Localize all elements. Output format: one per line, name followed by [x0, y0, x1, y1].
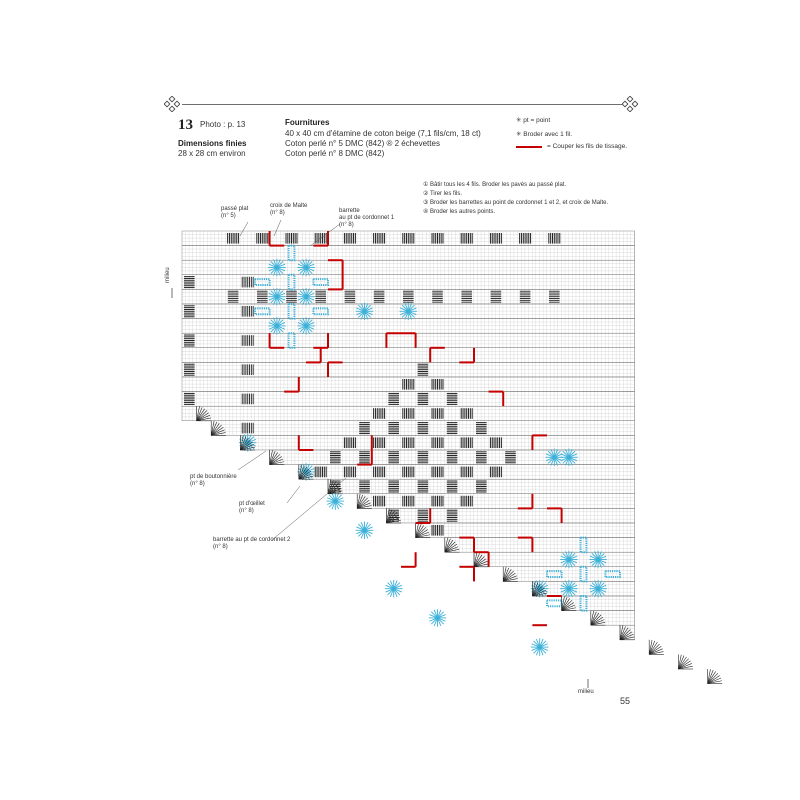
satin-block [403, 496, 414, 507]
satin-block [344, 233, 355, 244]
satin-block [359, 481, 370, 492]
eyelet-stitch [356, 303, 374, 321]
eyelet-stitch [400, 303, 418, 321]
satin-block [242, 306, 253, 317]
label-line: barrette [339, 208, 360, 214]
step-4: ④ Broder les autres points. [423, 209, 496, 215]
satin-block [374, 467, 385, 478]
satin-block [418, 481, 429, 492]
label-line: pt de boutonnière [190, 474, 237, 480]
satin-block [505, 452, 516, 463]
satin-block [184, 393, 195, 404]
satin-block [403, 291, 414, 302]
supply-line: 40 x 40 cm d'étamine de coton beige (7,1 fils/cm, 18 ct) [285, 129, 481, 138]
eyelet-stitch [531, 638, 549, 656]
legend-stitch: ✳ pt = point [516, 117, 551, 124]
supply-line: Coton perlé n° 8 DMC (842) [285, 149, 385, 158]
satin-block [286, 233, 297, 244]
eyelet-stitch [268, 288, 286, 306]
satin-block [374, 496, 385, 507]
satin-block [374, 437, 385, 448]
satin-block [388, 452, 399, 463]
satin-block [257, 233, 268, 244]
callout-line [238, 451, 266, 470]
satin-block [432, 496, 443, 507]
satin-block [359, 423, 370, 434]
satin-block [257, 291, 268, 302]
eyelet-stitch [268, 259, 286, 277]
step-3: ③ Broder les barrettes au point de cordonnet 1 et 2, et croix de Malte. [423, 200, 609, 206]
satin-block [184, 277, 195, 288]
satin-block [461, 496, 472, 507]
satin-block [184, 335, 195, 346]
legend-one-thread: ✳ Broder avec 1 fil. [516, 131, 573, 138]
satin-block [447, 510, 458, 521]
fabric-row [182, 348, 635, 363]
fabric-row [503, 567, 634, 582]
satin-block [242, 423, 253, 434]
fabric-row [182, 260, 635, 275]
buttonhole-stitch [649, 640, 664, 655]
satin-block [447, 481, 458, 492]
satin-block [184, 306, 195, 317]
eyelet-stitch [560, 551, 578, 569]
label-boutonniere [190, 474, 237, 488]
supplies-title: Fournitures [285, 118, 330, 127]
satin-block [490, 233, 501, 244]
pattern-number: 13 [178, 117, 193, 133]
fabric-row [474, 552, 635, 567]
eyelet-stitch [297, 259, 315, 277]
fabric-row [357, 494, 634, 509]
label-line: (n° 8) [270, 210, 285, 216]
satin-block [461, 437, 472, 448]
satin-block [461, 408, 472, 419]
satin-block [461, 291, 472, 302]
eyelet-stitch [589, 551, 607, 569]
eyelet-stitch [429, 609, 447, 627]
label-line: au pt de cordonnet 1 [339, 215, 395, 221]
satin-block [490, 467, 501, 478]
satin-block [242, 335, 253, 346]
satin-block [330, 452, 341, 463]
buttonhole-stitch [678, 654, 693, 669]
satin-block [476, 481, 487, 492]
label-milieu-bottom: milieu [578, 689, 594, 695]
eyelet-stitch [560, 580, 578, 598]
satin-block [447, 452, 458, 463]
fabric-row [182, 246, 635, 261]
dimensions-value: 28 x 28 cm environ [178, 149, 246, 158]
fabric-row [182, 319, 635, 334]
satin-block [432, 233, 443, 244]
label-milieu-side: milieu [165, 267, 171, 283]
legend-cut: = Couper les fils de tissage. [547, 143, 628, 150]
satin-block [432, 379, 443, 390]
satin-block [432, 291, 443, 302]
satin-block [242, 394, 253, 405]
satin-block [374, 233, 385, 244]
satin-block [447, 423, 458, 434]
satin-block [228, 291, 239, 302]
satin-block [345, 291, 356, 302]
eyelet-stitch [356, 522, 374, 540]
eyelet-stitch [589, 580, 607, 598]
satin-block [242, 277, 253, 288]
label-line: (n° 8) [190, 481, 205, 487]
satin-block [491, 291, 502, 302]
satin-block [432, 408, 443, 419]
photo-reference: Photo : p. 13 [200, 120, 246, 129]
satin-block [418, 452, 429, 463]
eyelet-stitch [327, 492, 345, 510]
satin-block [403, 379, 414, 390]
satin-block [432, 525, 443, 536]
label-line: (n° 8) [239, 508, 254, 514]
label-croix-malte [270, 203, 307, 217]
satin-block [228, 233, 239, 244]
satin-block [461, 467, 472, 478]
bar-stitch [547, 600, 562, 606]
label-line: (n° 8) [213, 544, 228, 550]
satin-block [403, 467, 414, 478]
satin-block [549, 291, 560, 302]
fabric-row [591, 611, 635, 626]
satin-block [476, 423, 487, 434]
label-line: barrette au pt de cordonnet 2 [213, 537, 291, 543]
satin-block [520, 291, 531, 302]
satin-block [184, 364, 195, 375]
label-passe-plat [221, 206, 248, 220]
satin-block [344, 437, 355, 448]
callout-line [287, 486, 300, 503]
label-line: passé plat [221, 206, 249, 212]
satin-block [403, 408, 414, 419]
label-barrette-1 [339, 208, 394, 229]
satin-block [374, 408, 385, 419]
satin-block [388, 393, 399, 404]
satin-block [549, 233, 560, 244]
satin-block [418, 423, 429, 434]
label-oeillet [239, 501, 265, 515]
satin-block [432, 437, 443, 448]
label-line: (n° 5) [221, 213, 236, 219]
satin-block [315, 291, 326, 302]
page-number: 55 [620, 696, 631, 706]
satin-block [418, 510, 429, 521]
satin-block [490, 437, 501, 448]
satin-block [403, 233, 414, 244]
satin-block [374, 291, 385, 302]
satin-block [286, 291, 297, 302]
label-line: croix de Malte [270, 203, 308, 209]
satin-block [476, 452, 487, 463]
eyelet-stitch [560, 449, 578, 467]
supply-line: Coton perlé n° 5 DMC (842) ® 2 échevettes [285, 139, 440, 148]
buttonhole-stitch [708, 669, 723, 684]
satin-block [432, 467, 443, 478]
satin-block [447, 393, 458, 404]
step-1: ① Bâtir tous les 4 fils. Broder les pavés au passé plat. [423, 182, 567, 188]
satin-block [403, 437, 414, 448]
satin-block [242, 364, 253, 375]
satin-block [388, 481, 399, 492]
satin-block [359, 452, 370, 463]
satin-block [520, 233, 531, 244]
label-line: (n° 8) [339, 222, 354, 228]
eyelet-stitch [385, 580, 403, 598]
eyelet-stitch [297, 317, 315, 335]
satin-block [418, 393, 429, 404]
satin-block [344, 467, 355, 478]
fabric-row [416, 523, 635, 538]
satin-block [418, 364, 429, 375]
satin-block [388, 423, 399, 434]
step-2: ② Tirer les fils. [423, 191, 463, 197]
satin-block [461, 233, 472, 244]
dimensions-title: Dimensions finies [178, 139, 247, 148]
satin-block [315, 467, 326, 478]
eyelet-stitch [268, 317, 286, 335]
eyelet-stitch [297, 288, 315, 306]
label-barrette-2 [213, 537, 290, 551]
label-line: pt d'œillet [239, 501, 265, 507]
